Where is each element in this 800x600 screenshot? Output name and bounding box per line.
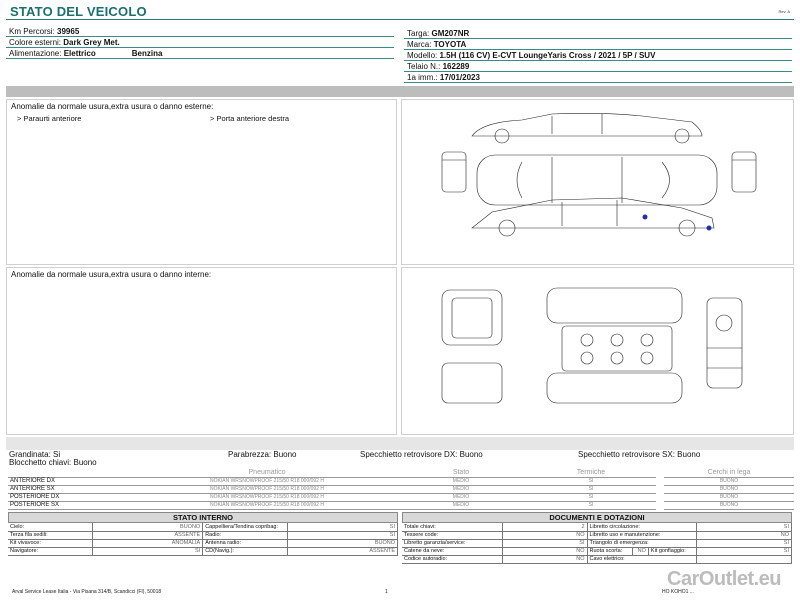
interior-diagram-panel [401,267,794,435]
exterior-diagram-panel [401,99,794,265]
page-title: STATO DEL VEICOLO [10,4,147,19]
table-row: POSTERIORE DX NOKIAN WRSNOWPROOF 215/50 R18 000/092 H MEDIO SI [8,493,656,501]
table-row: ANTERIORE DX NOKIAN WRSNOWPROOF 215/50 R18 000/092 H MEDIO SI [8,477,656,485]
condition-key-lock: Blocchetto chiavi: Buono [9,458,97,467]
info-row-color: Colore esterni: Dark Grey Met. [6,37,394,48]
table-row: BUONO [664,493,794,501]
interior-status-table [8,523,398,556]
external-damage-panel [6,99,397,265]
car-side-view-right [472,113,702,136]
footer-page-number: 1 [385,589,388,595]
table-row: BUONO [664,477,794,485]
footer-reference: HO KOHO1 ... [662,589,694,595]
info-row-registration: 1a imm.: 17/01/2023 [404,72,792,83]
table-row: Navigatore: SI CD(Navig.): ASSENTE [8,547,398,555]
table-row: Cielo: BUONO Cappelliera/Tendina copribag: SI [8,523,398,531]
footer-address: Arval Service Lease Italia - Via Pisana 314/B, Scandicci (FI), 50018 [12,589,162,595]
damage-marker [643,215,648,220]
info-row-plate: Targa: GM207NR [404,28,792,39]
revision-label: Rev. A [778,9,790,14]
condition-mirror-dx: Specchietto retrovisore DX: Buono [360,450,483,459]
internal-damage-panel [6,267,397,435]
col-rims: Cerchi in lega [664,468,794,477]
table-row: BUONO [664,485,794,493]
damage-marker [707,226,712,231]
table-row: Tessere code: NO Libretto uso e manutenzione: NO [402,531,792,539]
info-row-km: Km Percorsi: 39965 [6,26,394,37]
table-row: POSTERIORE SX NOKIAN WRSNOWPROOF 215/50 R18 000/092 H MEDIO SI [8,501,656,509]
car-side-view-left [472,198,714,228]
info-row-make: Marca: TOYOTA [404,39,792,50]
condition-mirror-sx: Specchietto retrovisore SX: Buono [578,450,701,459]
table-row: ANTERIORE SX NOKIAN WRSNOWPROOF 215/50 R18 000/092 H MEDIO SI [8,485,656,493]
condition-hail: Grandinata: Si [9,450,61,459]
condition-windshield: Parabrezza: Buono [228,450,297,459]
title-divider [6,19,794,20]
damage-item: > Porta anteriore destra [210,114,290,123]
table-row: Codice autoradio: NO Cavo elettrico: [402,555,792,563]
table-row: Libretto garanzia/service: SI Triangolo di emergenza: SI [402,539,792,547]
info-row-fuel: Alimentazione: Elettrico Benzina [6,48,394,59]
table-row: Catene da neve: NO Ruota scorta: NO Kit gonfiaggio: SI [402,547,792,555]
table-row: Totale chiavi: 2 Libretto circolazione: SI [402,523,792,531]
car-exterior-diagram [402,100,795,266]
rims-table [664,468,794,510]
col-tyre: Pneumatico [138,468,396,477]
watermark-logo: CarOutlet.eu [667,568,782,590]
damage-item: > Paraurti anteriore [17,114,82,123]
section-bar [6,86,794,97]
vehicle-info-right [404,28,792,83]
info-row-model: Modello: 1.5H (116 CV) E-CVT LoungeYaris Cross / 2021 / 5P / SUV [404,50,792,61]
tyres-table [8,468,656,510]
documents-table [402,523,792,564]
table-row: BUONO [664,501,794,509]
documents-title: DOCUMENTI E DOTAZIONI [402,512,792,523]
external-damage-title: Anomalie da normale usura,extra usura o danno esterne: [11,102,214,111]
vehicle-info-left [6,26,394,59]
interior-status-title: STATO INTERNO [8,512,398,523]
col-status: Stato [396,468,526,477]
table-row: Terza fila sedili: ASSENTE Radio: SI [8,531,398,539]
col-winter: Termiche [526,468,656,477]
internal-damage-title: Anomalie da normale usura,extra usura o danno interne: [11,270,212,279]
info-row-vin: Telaio N.: 162289 [404,61,792,72]
status-bar [6,437,794,450]
condition-row [9,450,795,460]
car-interior-diagram [402,268,795,436]
table-row: Kit vivavoce: ANOMALIA Antenna radio: BUONO [8,539,398,547]
